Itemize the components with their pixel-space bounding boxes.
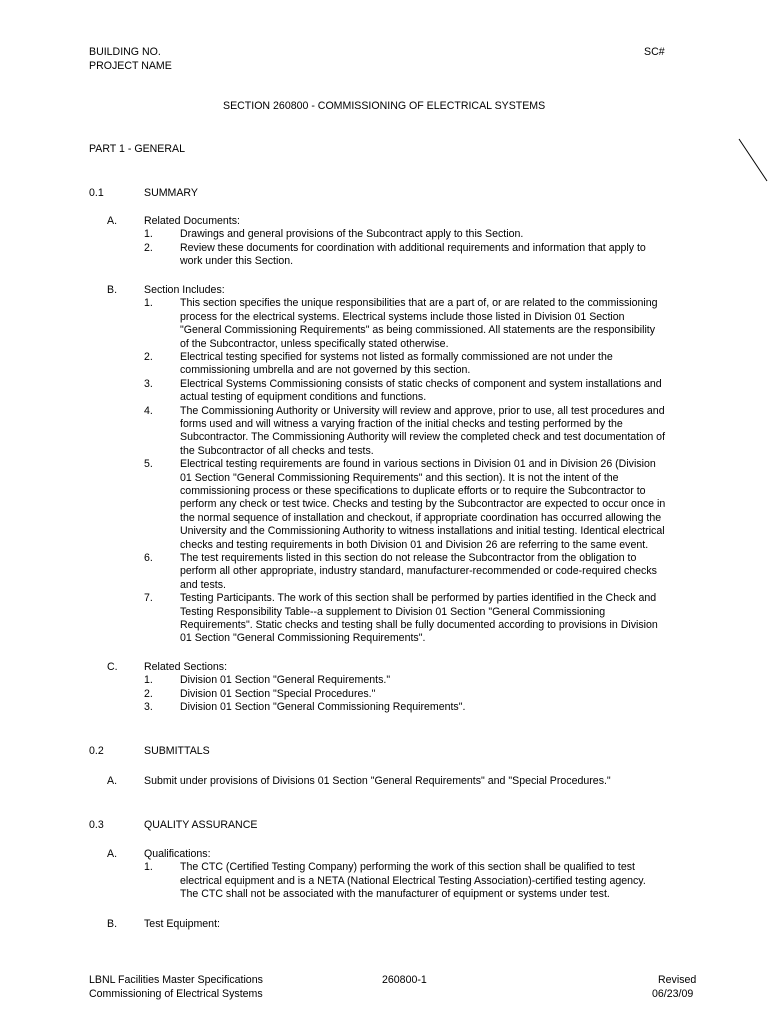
item-text-line: "General Commissioning Requirements" as being commissioned. All statements are the responsibility [180,324,656,337]
item-text-line: actual testing of equipment conditions and functions. [180,391,427,404]
item-number: 2. [144,687,153,700]
paragraph-letter: A. [107,215,118,227]
item-text-line: Subcontractor. The Commissioning Authority will review the completed check and test documentation of [180,431,666,444]
item-number: 2. [144,351,153,363]
item-text-line: work under this Section. [180,255,294,268]
article-number: 0.2 [89,745,104,757]
footer-revised-label: Revised [658,974,697,986]
paragraph-title: Section Includes: [144,284,225,296]
item-number: 4. [144,404,153,417]
item-number: 5. [144,458,153,471]
item-text-line: The CTC shall not be associated with the manufacturer of equipment or systems under test. [180,888,610,901]
paragraph-title: Test Equipment: [144,918,220,930]
item-number: 1. [144,228,153,241]
item-text-line: 01 Section "General Commissioning Requirements" and this section). It is not the intent of the [180,471,619,484]
paragraph-title: Qualifications: [144,848,211,860]
item-text-line: University and the Commissioning Authority to witness installations and initial testing. Identical electrical [180,525,665,538]
item-text-line: electrical equipment and is a NETA (National Electrical Testing Association)-certified testing agency. [180,874,646,887]
item-text-line: Requirements". Static checks and testing shall be fully documented according to provisions in Division [180,619,658,631]
item-number: 1. [144,297,153,310]
item-text-line: 01 Section "General Commissioning Requirements". [180,632,426,645]
item-number: 1. [144,674,153,687]
item-number: 2. [144,241,153,254]
item-text-line: Electrical testing specified for systems not listed as formally commissioned are not under the [180,351,613,363]
paragraph-letter: B. [107,284,118,296]
item-text-line: and tests. [180,578,226,591]
paragraph-title: Related Documents: [144,215,240,227]
item-text-line: Testing Participants. The work of this section shall be performed by parties identified in the Check and [180,592,657,605]
item-text-line: the normal sequence of installation and checkout, if appropriate coordination has occurred allowing the [180,511,662,524]
footer-page-number: 260800-1 [382,974,427,986]
paragraph-letter: C. [107,661,118,673]
footer-revised-date: 06/23/09 [652,988,694,1000]
item-text-line: The CTC (Certified Testing Company) performing the work of this section shall be qualified to test [180,861,635,874]
item-text-line: Drawings and general provisions of the Subcontract apply to this Section. [180,228,524,241]
item-text-line: forms used and will witness a varying fraction of the initial checks and testing performed by the [180,418,623,430]
item-text-line: perform all other appropriate, industry standard, manufacturer-recommended or code-required checks [180,565,657,578]
item-text-line: commissioning umbrella and are not governed by this section. [180,364,471,377]
paragraph-letter: A. [107,848,118,860]
part-heading: PART 1 - GENERAL [89,143,185,155]
paragraph-letter: B. [107,918,118,930]
item-text-line: Testing Responsibility Table--a supplement to Division 01 Section "General Commissioning [180,605,606,618]
item-text-line: Division 01 Section "General Requirements." [180,674,391,687]
paragraph-text: Submit under provisions of Divisions 01 Section "General Requirements" and "Special Procedures." [144,775,611,787]
article-number: 0.3 [89,819,104,831]
article-number: 0.1 [89,187,104,199]
item-text-line: The Commissioning Authority or University will review and approve, prior to use, all test procedures and [180,404,665,417]
item-number: 3. [144,701,153,714]
footer-spec-name: LBNL Facilities Master Specifications [89,974,263,986]
item-number: 3. [144,377,153,390]
item-text-line: commissioning process or these specifications to duplicate efforts or to require the Subcontractor to [180,485,646,497]
item-number: 6. [144,552,153,564]
item-number: 7. [144,592,153,605]
item-text-line: The test requirements listed in this section do not release the Subcontractor from the obligation to [180,552,637,564]
section-title: SECTION 260800 - COMMISSIONING OF ELECTRICAL SYSTEMS [223,100,546,112]
item-text-line: perform any check or test twice. Checks and testing by the Subcontractor are expected to occur once in [180,498,666,511]
item-text-line: Electrical testing requirements are found in various sections in Division 01 and in Division 26 (Division [180,458,656,471]
paragraph-title: Related Sections: [144,661,228,673]
item-text-line: the Subcontractor of all checks and tests. [180,444,374,457]
item-text-line: Division 01 Section "Special Procedures." [180,687,376,700]
article-title: QUALITY ASSURANCE [144,819,258,831]
item-text-line: process for the electrical systems. Electrical systems include those listed in Division 01 Section [180,310,625,323]
item-text-line: of the Subcontractor, unless specifically stated otherwise. [180,337,449,350]
item-text-line: Electrical Systems Commissioning consists of static checks of component and system installations and [180,377,662,390]
footer-section-name: Commissioning of Electrical Systems [89,988,263,1000]
item-text-line: checks and testing requirements in both Division 01 and Division 26 are referring to the same event. [180,538,649,551]
item-text-line: Review these documents for coordination with additional requirements and information that apply to [180,241,646,254]
paragraph-letter: A. [107,775,118,787]
item-number: 1. [144,861,153,874]
article-title: SUMMARY [144,187,198,199]
project-name: PROJECT NAME [89,60,172,72]
building-number: BUILDING NO. [89,46,161,58]
item-text-line: This section specifies the unique responsibilities that are a part of, or are related to the commissioning [180,297,658,310]
item-text-line: Division 01 Section "General Commissioning Requirements". [180,701,466,714]
margin-mark-line [738,138,768,182]
sc-number: SC# [644,46,665,58]
article-title: SUBMITTALS [144,745,210,757]
